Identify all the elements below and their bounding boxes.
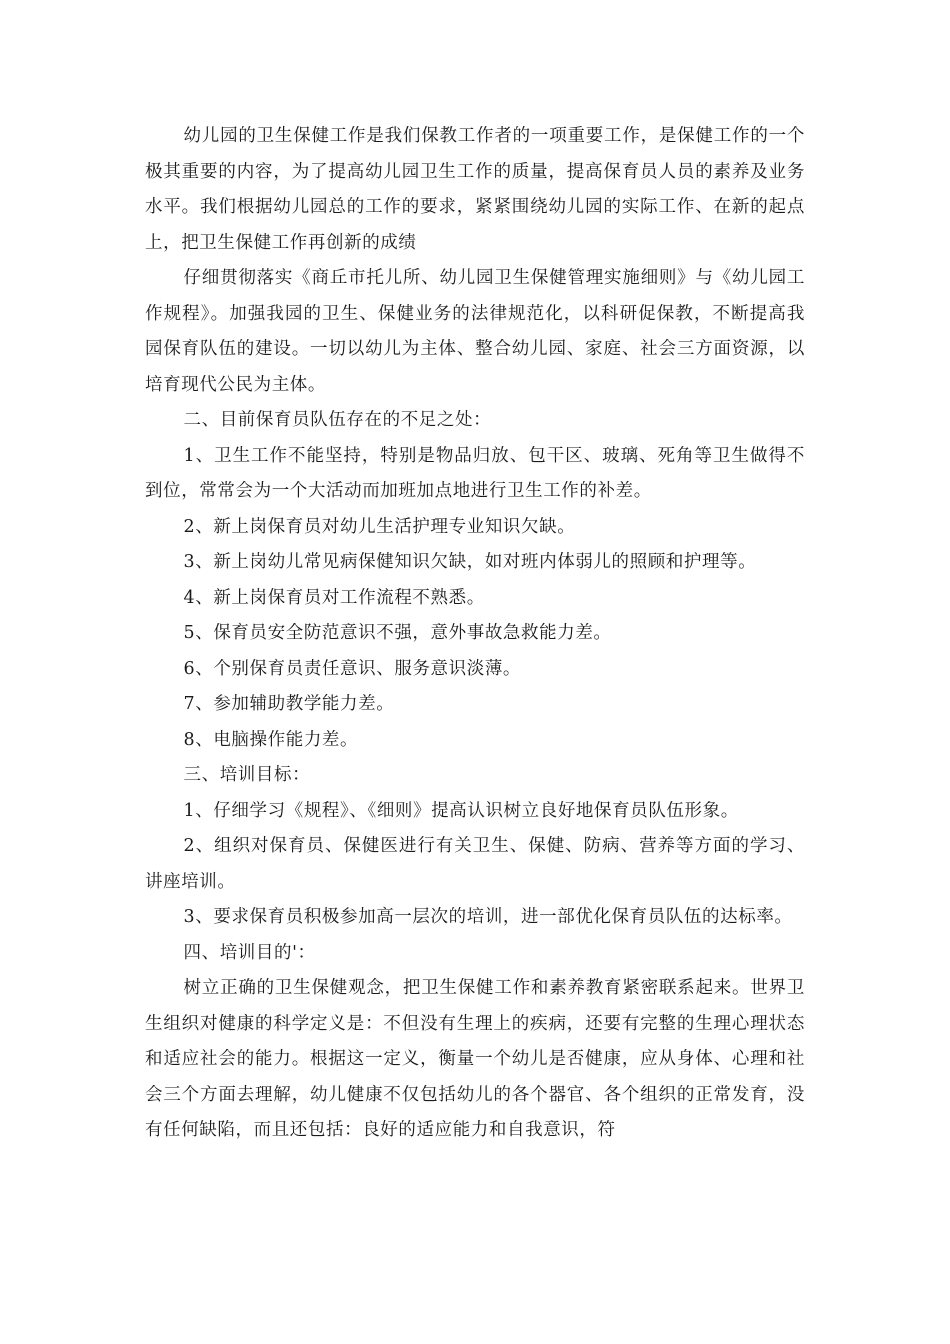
section-heading-shortcomings: 二、目前保育员队伍存在的不足之处： [183, 410, 492, 430]
list-item: 8、电脑操作能力差。 [183, 729, 359, 750]
list-item: 2、新上岗保育员对幼儿生活护理专业知识欠缺。 [183, 516, 576, 537]
list-item: 1、仔细学习《规程》、《细则》提高认识树立良好地保育员队伍形象。 [183, 800, 739, 821]
list-item: 5、保育员安全防范意识不强，意外事故急救能力差。 [183, 623, 612, 643]
paragraph-implementation: 仔细贯彻落实《商丘市托儿所、幼儿园卫生保健管理实施细则》与《幼儿园工作规程》。加强我园的卫生、保健业务的法律规范化，以科研促保教，不断提高我园保育队伍的建设。一切以幼儿为主体、整合幼儿园、家庭、社会三方面资源，以培育现代公民为主体。 [145, 268, 805, 395]
section-heading-purpose: 四、培训目的'： [183, 942, 316, 963]
list-item: 3、新上岗幼儿常见病保健知识欠缺，如对班内体弱儿的照顾和护理等。 [183, 552, 757, 572]
paragraph-purpose: 树立正确的卫生保健观念，把卫生保健工作和素养教育紧密联系起来。世界卫生组织对健康的科学定义是：不但没有生理上的疾病，还要有完整的生理心理状态和适应社会的能力。根据这一定义，衡量一个幼儿是否健康，应从身体、心理和社会三个方面去理解，幼儿健康不仅包括幼儿的各个器官、各个组织的正常发育，没有任何缺陷，而且还包括：良好的适应能力和自我意识，符 [145, 978, 805, 1140]
list-item: 4、新上岗保育员对工作流程不熟悉。 [183, 587, 485, 608]
list-item: 6、个别保育员责任意识、服务意识淡薄。 [183, 658, 522, 679]
list-item: 3、要求保育员积极参加高一层次的培训，进一部优化保育员队伍的达标率。 [183, 907, 793, 927]
list-item: 1、卫生工作不能坚持，特别是物品归放、包干区、玻璃、死角等卫生做得不到位，常常会为一个大活动而加班加点地进行卫生工作的补差。 [145, 445, 805, 501]
section-heading-goals: 三、培训目标： [183, 765, 311, 785]
list-item: 2、组织对保育员、保健医进行有关卫生、保健、防病、营养等方面的学习、讲座培训。 [145, 836, 805, 892]
paragraph-intro: 幼儿园的卫生保健工作是我们保教工作者的一项重要工作，是保健工作的一个极其重要的内容，为了提高幼儿园卫生工作的质量，提高保育员人员的素养及业务水平。我们根据幼儿园总的工作的要求，紧紧围绕幼儿园的实际工作、在新的起点上，把卫生保健工作再创新的成绩 [145, 126, 805, 253]
document-body [145, 119, 805, 1149]
list-item: 7、参加辅助教学能力差。 [183, 694, 395, 714]
